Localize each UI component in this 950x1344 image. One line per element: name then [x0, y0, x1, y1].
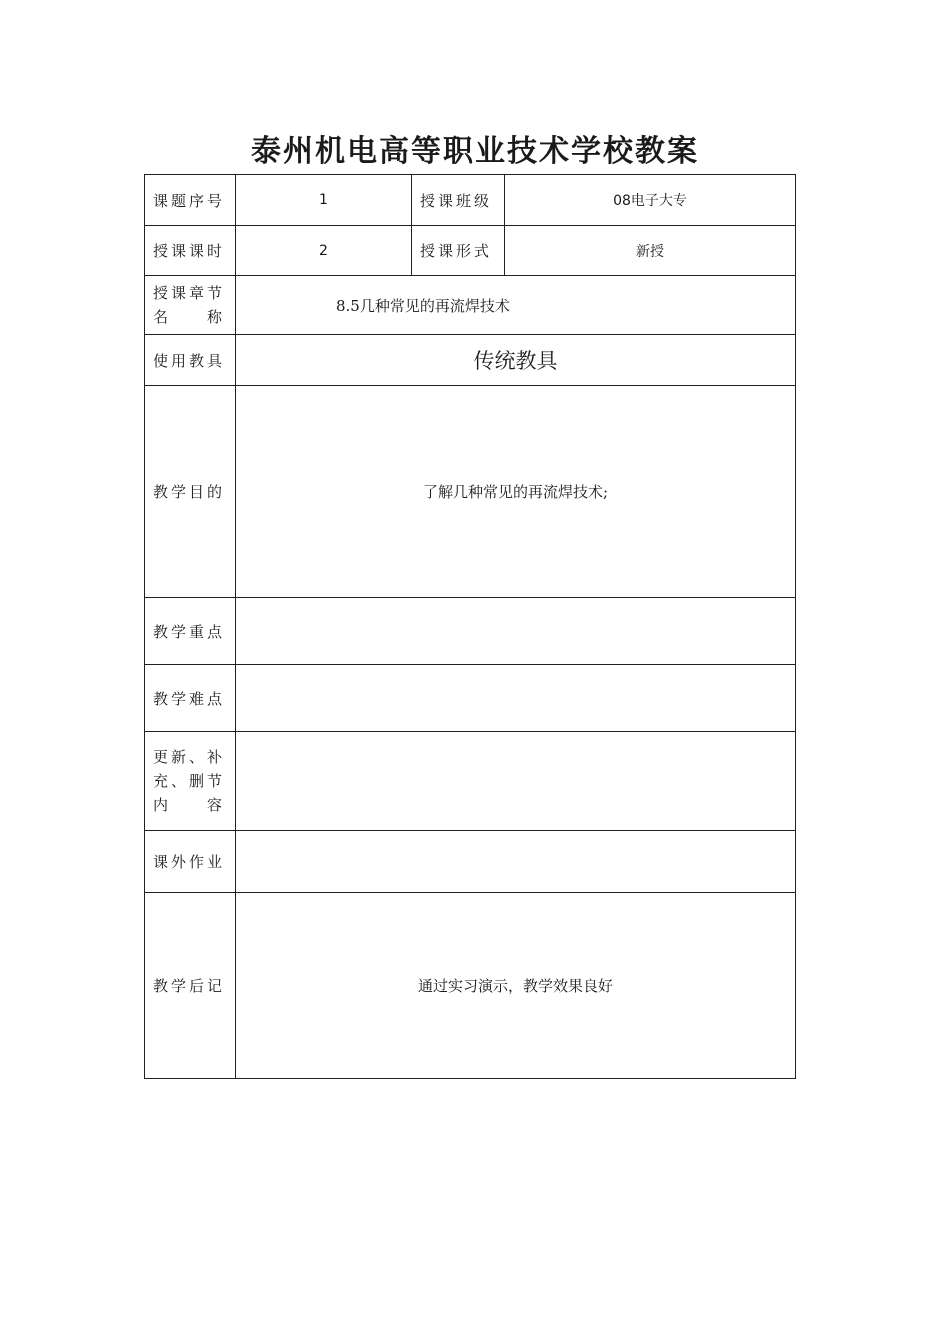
lesson-plan-table	[144, 174, 796, 1079]
topic-no-label: 课题序号	[145, 175, 236, 226]
homework-label: 课外作业	[145, 831, 236, 893]
row-difficulty	[145, 665, 796, 732]
form-value: 新授	[505, 226, 796, 276]
page-title: 泰州机电高等职业技术学校教案	[251, 134, 699, 169]
notes-label: 教学后记	[145, 893, 236, 1079]
chapter-label-line1: 授课章节	[153, 284, 226, 302]
row-homework	[145, 831, 796, 893]
row-key-points	[145, 598, 796, 665]
update-label-line3	[153, 793, 225, 817]
hours-value: 2	[236, 226, 412, 276]
class-value: 08电子大专	[505, 175, 796, 226]
form-label: 授课形式	[412, 226, 505, 276]
homework-value	[236, 831, 796, 893]
update-value	[236, 732, 796, 831]
difficulty-label: 教学难点	[145, 665, 236, 732]
tools-value: 传统教具	[236, 335, 796, 386]
row-notes	[145, 893, 796, 1079]
row-tools	[145, 335, 796, 386]
row-goal	[145, 386, 796, 598]
chapter-label-char-a: 名	[153, 308, 172, 326]
class-label: 授课班级	[412, 175, 505, 226]
goal-value: 了解几种常见的再流焊技术;	[236, 386, 796, 598]
topic-no-value: 1	[236, 175, 412, 226]
row-hours	[145, 226, 796, 276]
update-label-char-a: 内	[153, 796, 172, 814]
chapter-label-line2	[153, 305, 225, 329]
row-update	[145, 732, 796, 831]
update-label	[145, 732, 236, 831]
row-topic-no	[145, 175, 796, 226]
chapter-value: 8.5几种常见的再流焊技术	[236, 276, 796, 335]
update-label-line1: 更新、补	[153, 748, 226, 766]
goal-label: 教学目的	[145, 386, 236, 598]
notes-value: 通过实习演示，教学效果良好	[236, 893, 796, 1079]
key-points-label: 教学重点	[145, 598, 236, 665]
chapter-label	[145, 276, 236, 335]
tools-label: 使用教具	[145, 335, 236, 386]
chapter-label-char-b: 称	[206, 308, 225, 326]
update-label-line2: 充、删节	[153, 772, 226, 790]
hours-label: 授课课时	[145, 226, 236, 276]
key-points-value	[236, 598, 796, 665]
difficulty-value	[236, 665, 796, 732]
row-chapter	[145, 276, 796, 335]
update-label-char-b: 容	[206, 796, 225, 814]
